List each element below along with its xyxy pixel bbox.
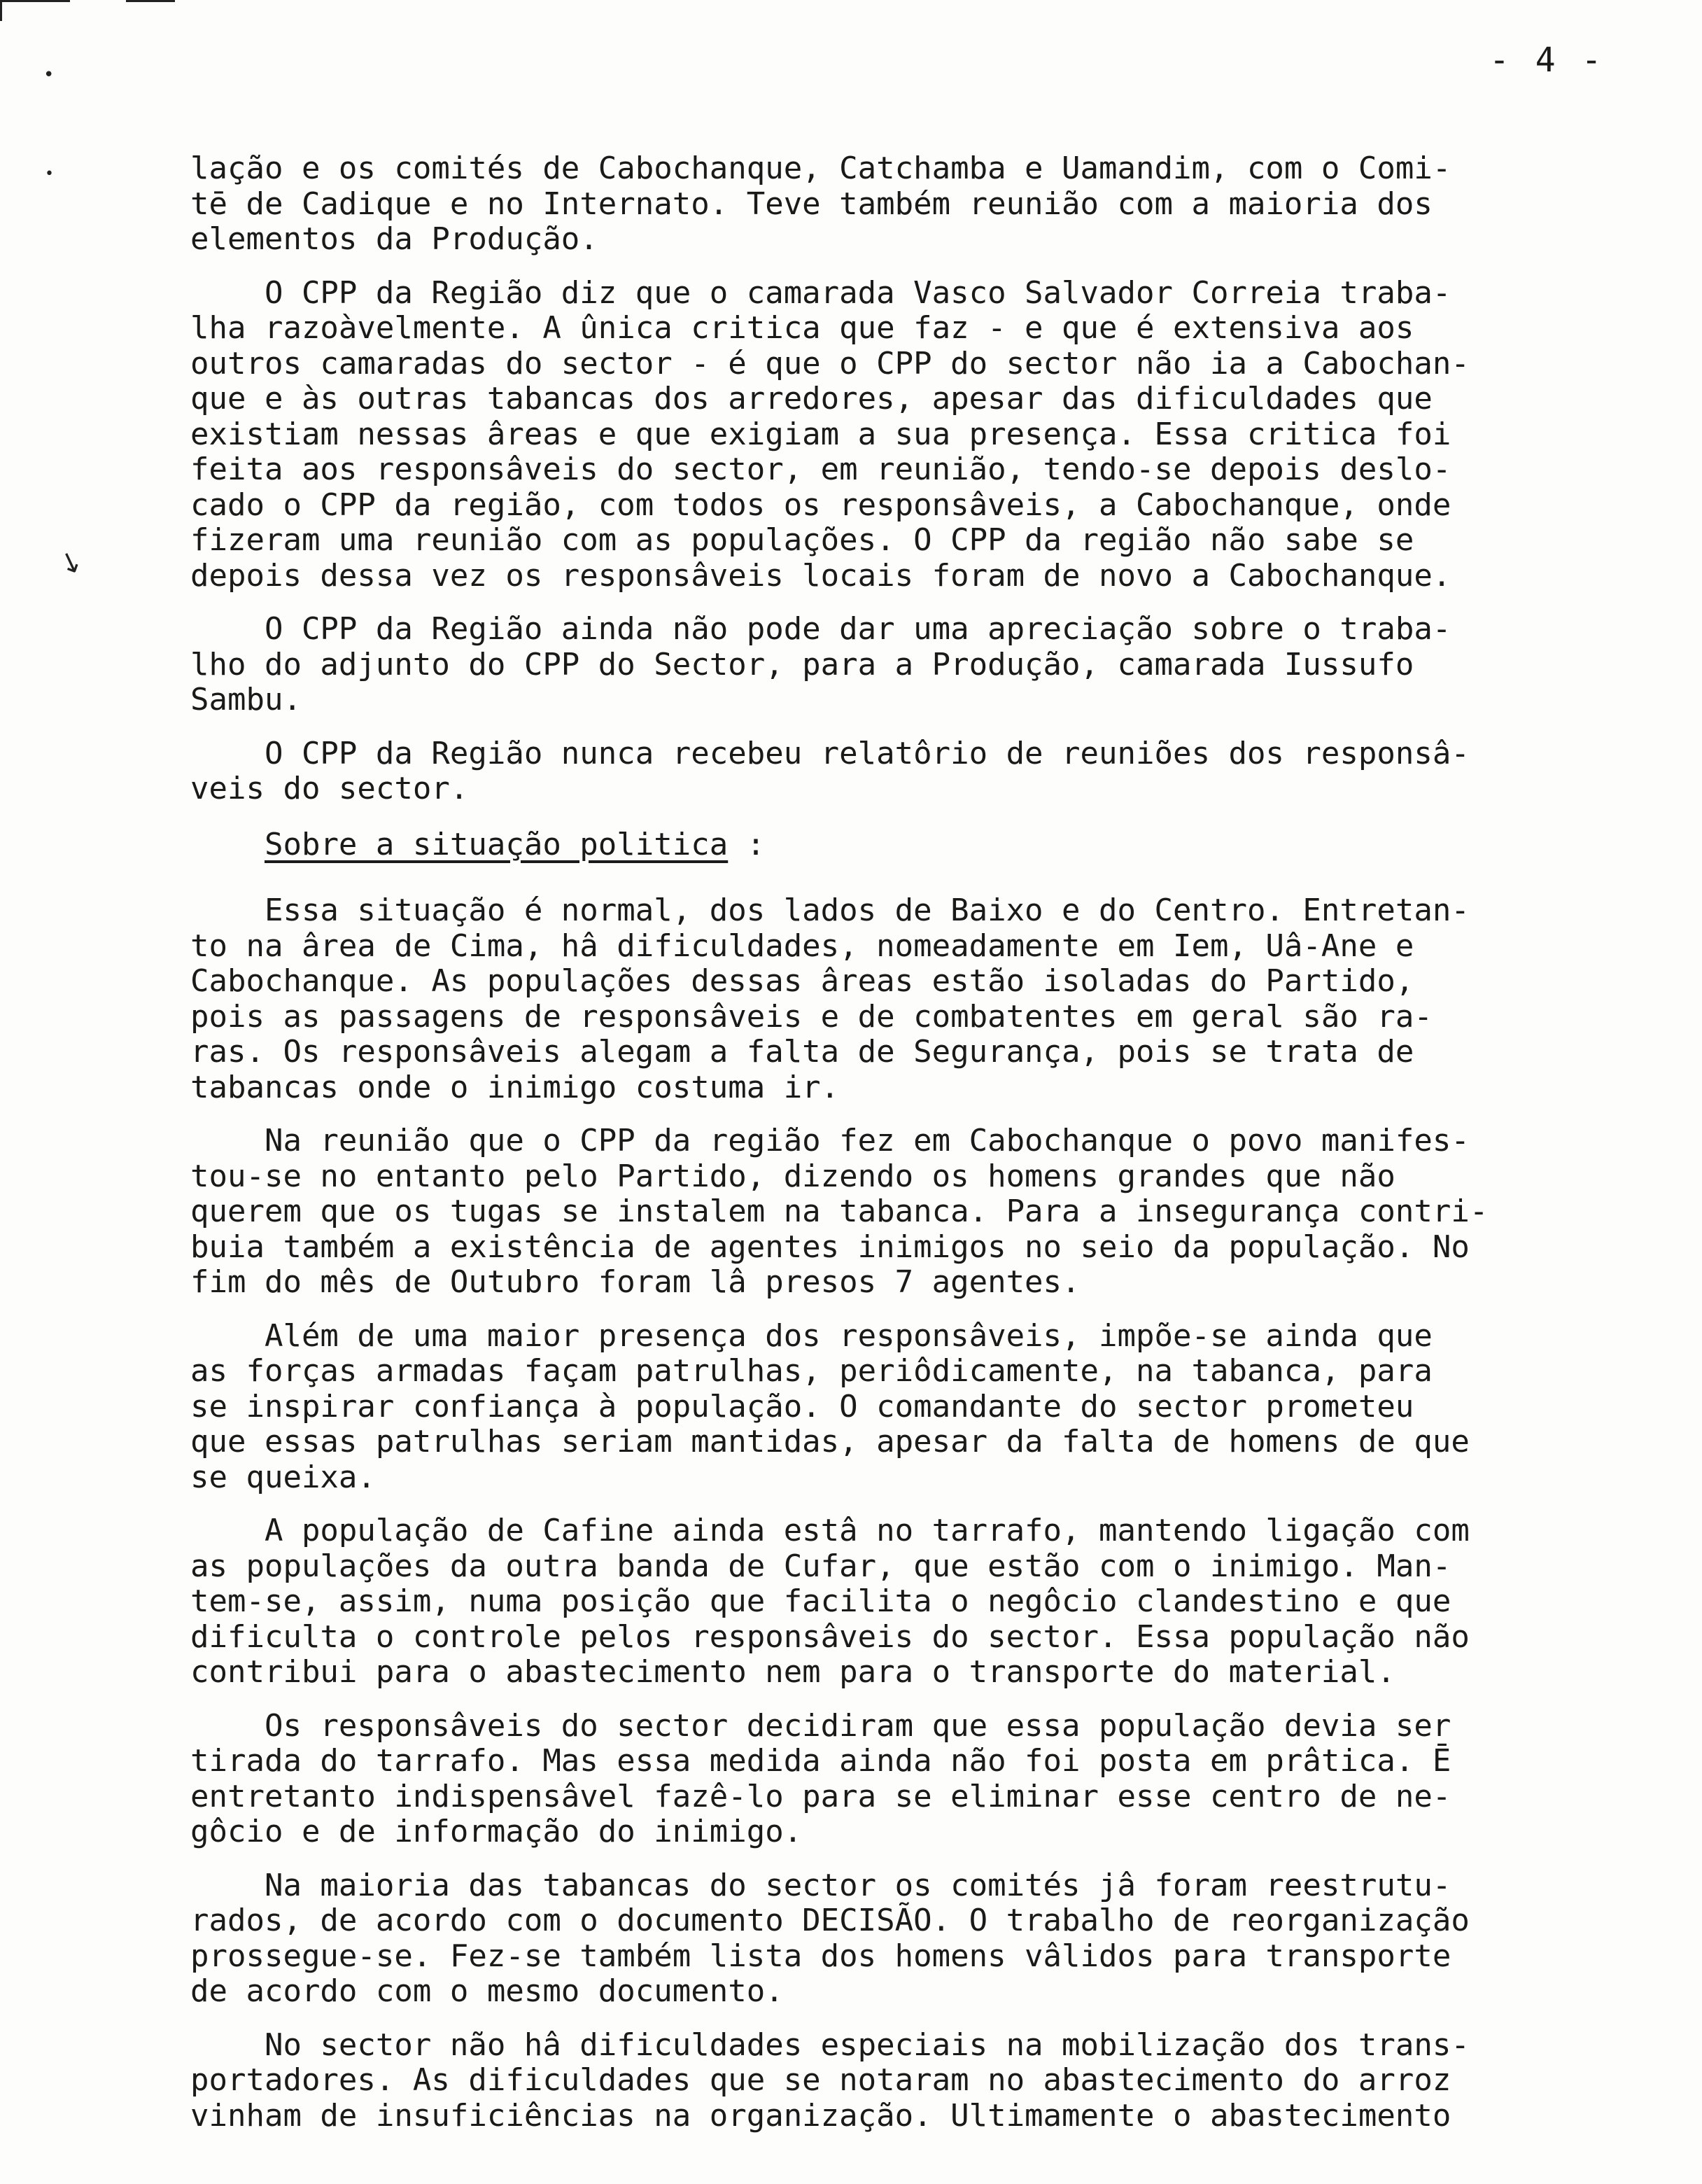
- paragraph: Os responsâveis do sector decidiram que essa população devia ser tirada do tarrafo. Mas essa medida ainda não foi posta em prâtica. Ē entretanto indispensâvel fazê-lo para se eliminar esse centro de ne- gôcio e de informação do inimigo.: [190, 1707, 1451, 1849]
- body-text: [190, 151, 1674, 2152]
- margin-tick-mark: ↘: [54, 542, 87, 582]
- paragraph: lação e os comités de Cabochanque, Catchamba e Uamandim, com o Comi- tē de Cadique e no Internato. Teve também reunião com a maioria dos elementos da Produção.: [190, 150, 1451, 257]
- scan-edge-top: [0, 0, 70, 6]
- paragraph: Na reunião que o CPP da região fez em Cabochanque o povo manifes- tou-se no entanto pelo Partido, dizendo os homens grandes que não querem que os tugas se instalem na tabanca. Para a insegurança contri- buia também a existência de agentes inimigos no seio da população. No fim do mês de Outubro foram lâ presos 7 agentes.: [190, 1123, 1489, 1300]
- paragraph: No sector não hâ dificuldades especiais na mobilização dos trans- portadores. As dificuldades que se notaram no abastecimento do arroz vinham de insuficiências na organização. Ultimamente o abastecimento: [190, 2026, 1470, 2134]
- section-heading-colon: :: [728, 826, 766, 862]
- scan-edge-dash: [126, 0, 175, 2]
- scan-edge-left: [0, 0, 6, 21]
- paragraph: O CPP da Região ainda não pode dar uma apreciação sobre o traba- lho do adjunto do CPP do Sector, para a Produção, camarada Iussufo Sambu.: [190, 611, 1451, 718]
- margin-dot-mark: •: [45, 165, 54, 183]
- page-number: - 4 -: [1489, 41, 1605, 80]
- paragraph: Essa situação é normal, dos lados de Baixo e do Centro. Entretan- to na ârea de Cima, hâ dificuldades, nomeadamente em Iem, Uâ-Ane e Cabochanque. As populações dessas âreas estão isoladas do Partido, pois as passagens de responsâveis e de combatentes em geral são ra- ras. Os responsâveis alegam a falta de Segurança, pois se trata de tabancas onde o inimigo costuma ir.: [190, 892, 1470, 1105]
- paragraph: A população de Cafine ainda estâ no tarrafo, mantendo ligação com as populações da outra banda de Cufar, que estão com o inimigo. Man- tem-se, assim, numa posição que facilita o negôcio clandestino e que dificulta o controle pelos responsâveis do sector. Essa população não contribui para o abastecimento nem para o transporte do material.: [190, 1513, 1470, 1690]
- paragraph: Além de uma maior presença dos responsâveis, impõe-se ainda que as forças armadas façam patrulhas, periôdicamente, na tabanca, para se inspirar confiança à população. O comandante do sector prometeu que essas patrulhas seriam mantidas, apesar da falta de homens de que se queixa.: [190, 1317, 1470, 1495]
- paragraph: Na maioria das tabancas do sector os comités jâ foram reestrutu- rados, de acordo com o documento DECISÃO. O trabalho de reorganização prossegue-se. Fez-se também lista dos homens vâlidos para transporte de acordo com o mesmo documento.: [190, 1867, 1470, 2009]
- paragraph: O CPP da Região diz que o camarada Vasco Salvador Correia traba- lha razoàvelmente. A ûnica critica que faz - e que é extensiva aos outros camaradas do sector - é que o CPP do sector não ia a Cabochan- que e às outras tabancas dos arredores, apesar das dificuldades que existiam nessas âreas e que exigiam a sua presença. Essa critica foi feita aos responsâveis do sector, em reunião, tendo-se depois deslo- cado o CPP da região, com todos os responsâveis, a Cabochanque, onde fizeram uma reunião com as populações. O CPP da região não sabe se depois dessa vez os responsâveis locais foram de novo a Cabochanque.: [190, 274, 1470, 594]
- section-heading: [190, 827, 1674, 863]
- margin-dot-mark: •: [43, 64, 55, 85]
- section-heading-text: Sobre a situação politica: [264, 826, 729, 862]
- paragraph: O CPP da Região nunca recebeu relatôrio de reuniões dos responsâ- veis do sector.: [190, 735, 1470, 806]
